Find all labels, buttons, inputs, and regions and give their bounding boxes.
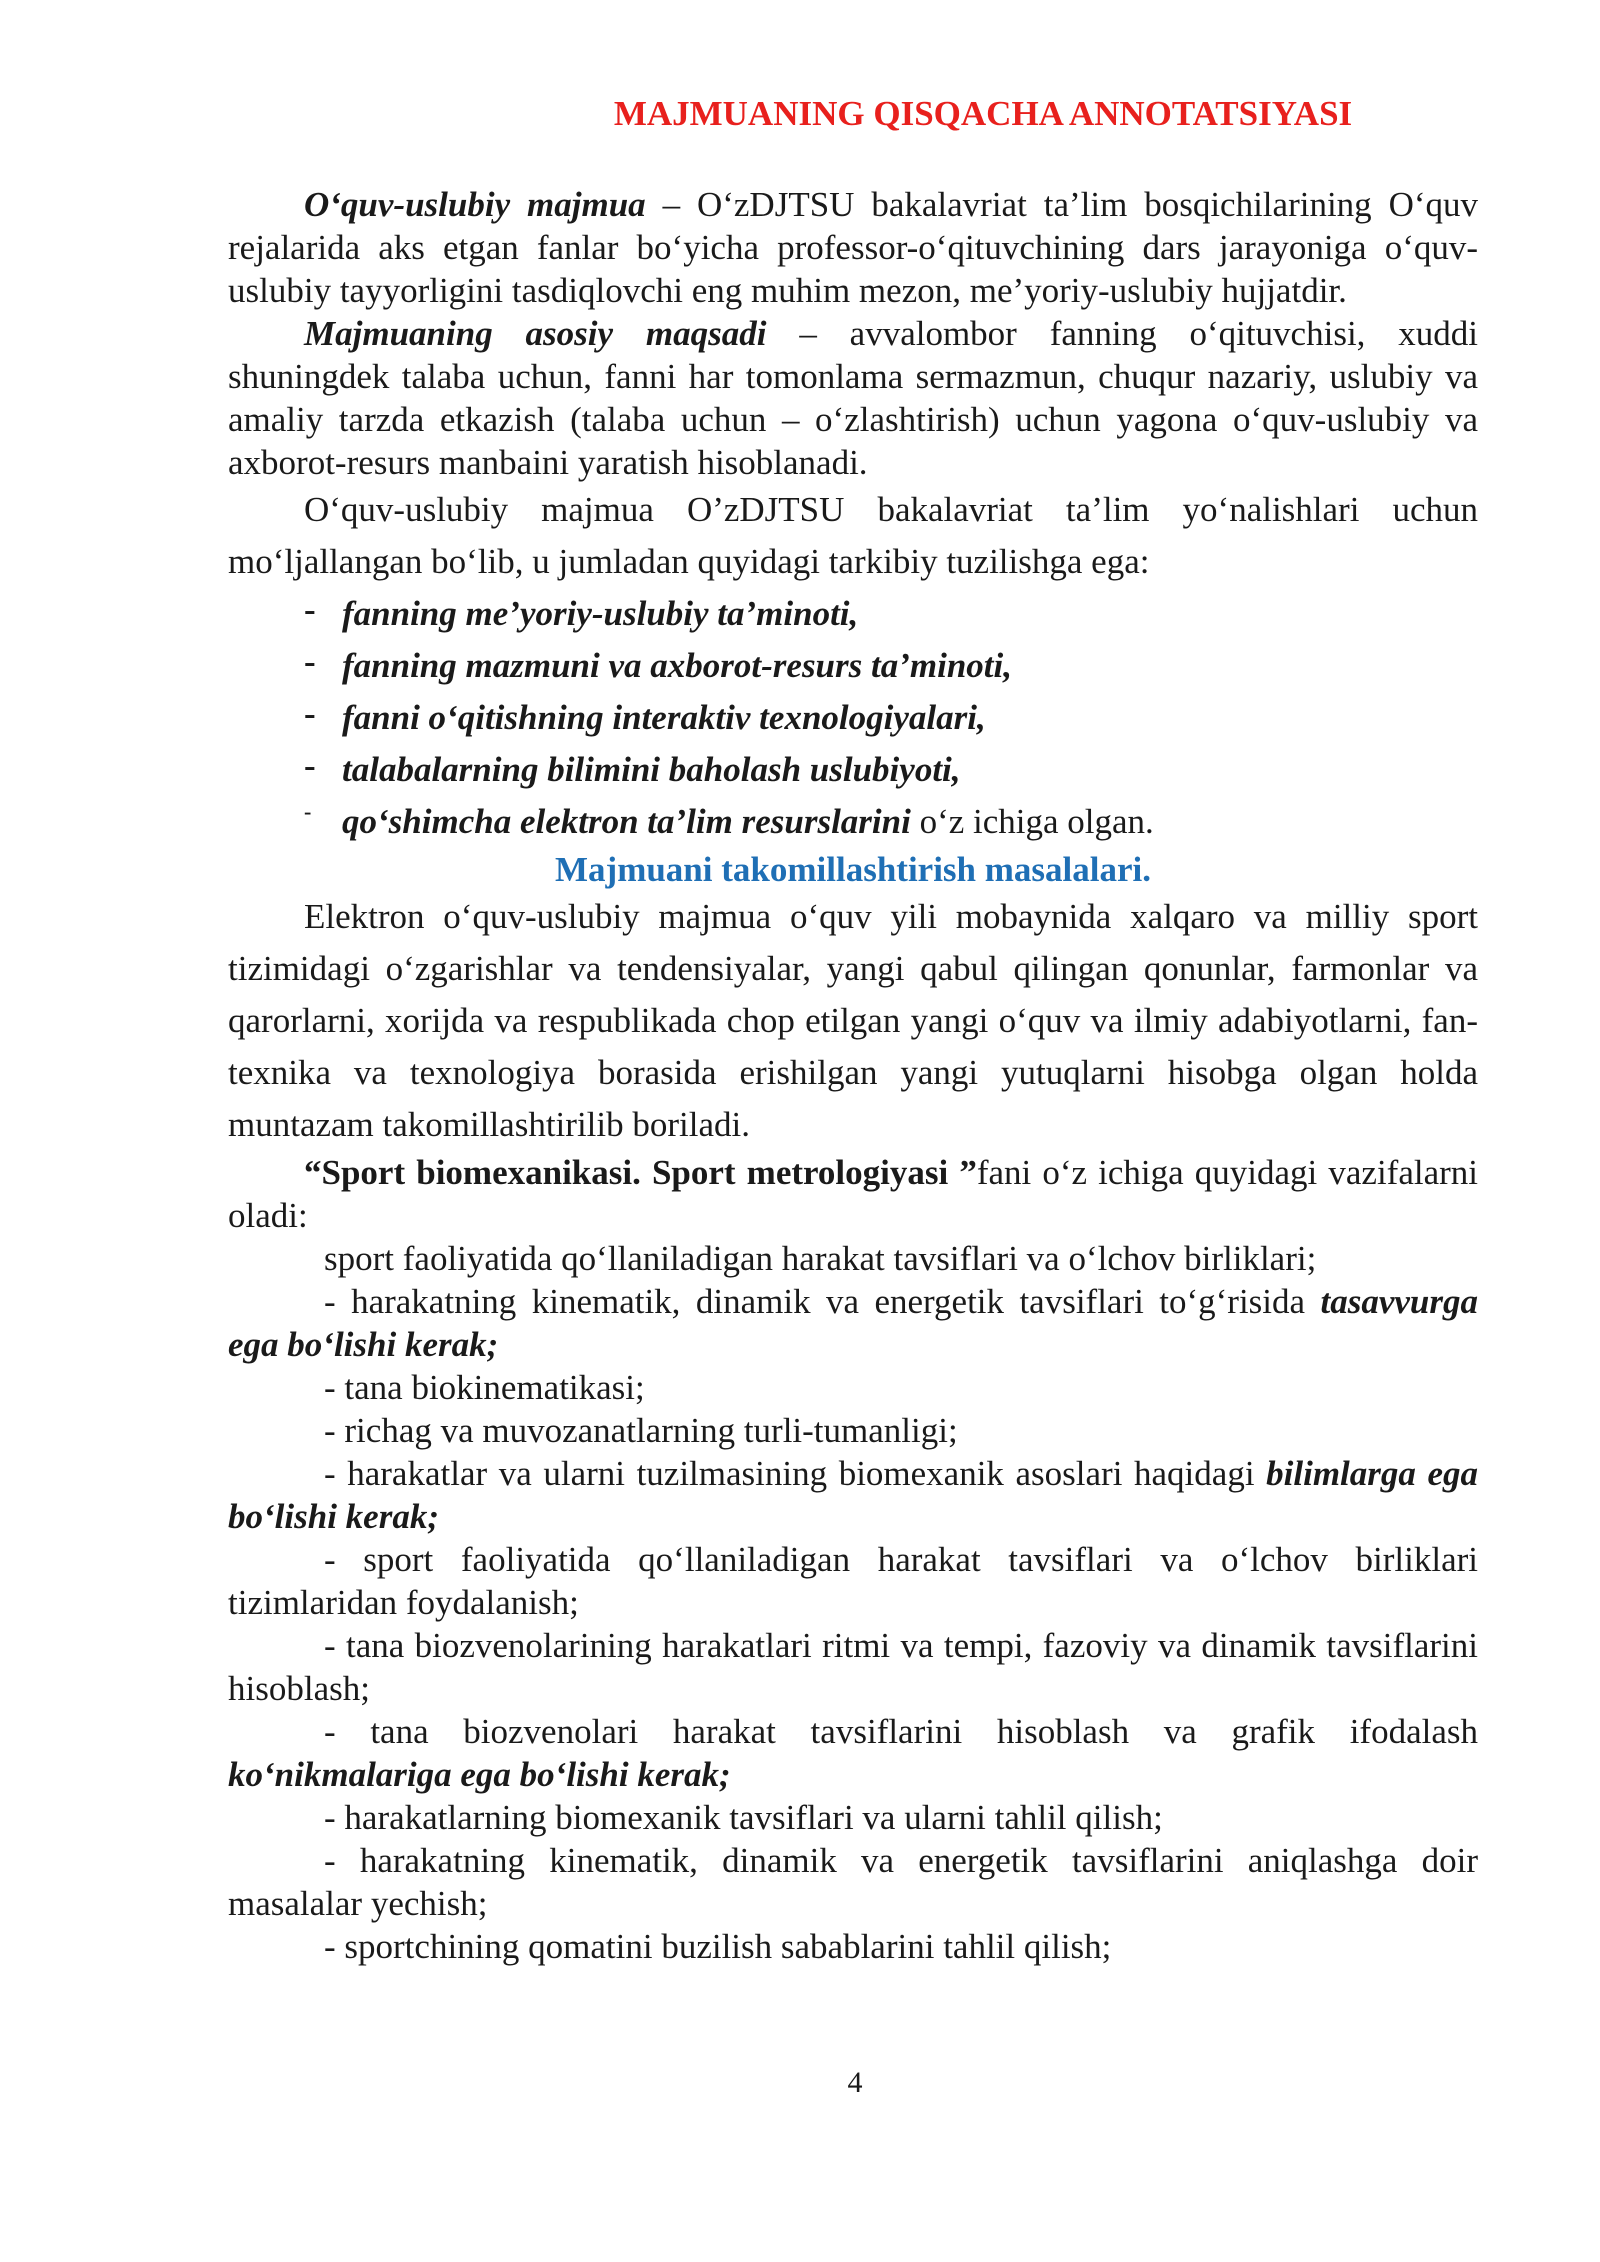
page-content	[228, 92, 1478, 1968]
structure-list	[228, 588, 1478, 848]
task-item	[228, 1452, 1478, 1538]
purpose-text: – avvalombor fanning o‘qituvchisi, xuddi shuningdek talaba uchun, fanni har tomonlama sermazmun, chuqur nazariy, uslubiy va amaliy tarzda etkazish (talaba uchun – o‘zlashtirish) uchun yagona o‘quv-uslubiy va axborot-resurs manbaini yaratish hisoblanadi.	[228, 314, 1478, 482]
task-text: - tana biozvenolarining harakatlari ritmi va tempi, fazoviy va dinamik tavsiflarini hisoblash;	[228, 1626, 1478, 1708]
term-oquv-uslubiy-majmua: O‘quv-uslubiy majmua	[304, 185, 646, 224]
task-emphasis: bilimlarga ega bo‘lishi kerak;	[228, 1454, 1479, 1536]
task-item	[228, 1796, 1478, 1839]
paragraph-structure: O‘quv-uslubiy majmua O’zDJTSU bakalavriat ta’lim yo‘nalishlari uchun mo‘ljallangan bo‘lib, u jumladan quyidagi tarkibiy tuzilishga ega:	[228, 490, 1478, 581]
task-item	[228, 1280, 1478, 1366]
dash-marker: -	[304, 590, 316, 629]
list-item	[228, 640, 1478, 692]
task-item	[228, 1710, 1478, 1796]
task-text: - sportchining qomatini buzilish sabablarini tahlil qilish;	[324, 1927, 1112, 1966]
paragraph-purpose	[228, 312, 1478, 484]
term-asosiy-maqsad: Majmuaning asosiy maqsadi	[304, 314, 767, 353]
task-text: - sport faoliyatida qo‘llaniladigan harakat tavsiflari va o‘lchov birliklari tizimlaridan foydalanish;	[228, 1540, 1478, 1622]
list-item-text: fanning mazmuni va axborot-resurs ta’minoti,	[342, 646, 1013, 685]
section-subtitle: Majmuani takomillashtirish masalalari.	[555, 850, 1151, 889]
task-text: - harakatlarning biomexanik tavsiflari va ularni tahlil qilish;	[324, 1798, 1163, 1837]
task-item	[228, 1366, 1478, 1409]
page-number: 4	[847, 2066, 863, 2099]
task-item	[228, 1409, 1478, 1452]
task-item	[228, 1624, 1478, 1710]
task-item	[228, 1839, 1478, 1925]
list-item	[228, 796, 1478, 848]
list-item-text: talabalarning bilimini baholash uslubiyoti,	[342, 750, 961, 789]
dash-marker: -	[304, 642, 316, 681]
definition-text: – O‘zDJTSU bakalavriat ta’lim bosqichilarining O‘quv rejalarida aks etgan fanlar bo‘yicha professor-o‘qituvchining dars jarayoniga o‘quv-uslubiy tayyorligini tasdiqlovchi eng muhim mezon, me’yoriy-uslubiy hujjatdir.	[228, 185, 1479, 310]
task-text: - harakatning kinematik, dinamik va energetik tavsiflarini aniqlashga doir masalalar yechish;	[228, 1841, 1478, 1923]
task-item	[228, 1538, 1478, 1624]
list-item-suffix: o‘z ichiga olgan.	[910, 802, 1154, 841]
page-title: MAJMUANING QISQACHA ANNOTATSIYASI	[613, 94, 1353, 133]
list-item	[228, 692, 1478, 744]
task-emphasis: ko‘nikmalariga ega bo‘lishi kerak;	[228, 1755, 731, 1794]
dash-marker: -	[304, 694, 316, 733]
task-text: - richag va muvozanatlarning turli-tumanligi;	[324, 1411, 958, 1450]
task-text: - harakatlar va ularni tuzilmasining biomexanik asoslari haqidagi	[324, 1454, 1267, 1493]
paragraph-definition	[228, 183, 1478, 312]
paragraph-improvement: Elektron o‘quv-uslubiy majmua o‘quv yili mobaynida xalqaro va milliy sport tizimidagi o‘zgarishlar va tendensiyalar, yangi qabul qilingan qonunlar, farmonlar va qarorlarni, xorijda va respublikada chop etilgan yangi o‘quv va ilmiy adabiyotlarni, fan-texnika va texnologiya borasida erishilgan yangi yutuqlarni hisobga olgan holda muntazam takomillashtirilib boriladi.	[228, 897, 1478, 1144]
task-text: sport faoliyatida qo‘llaniladigan harakat tavsiflari va o‘lchov birliklari;	[324, 1239, 1317, 1278]
list-item	[228, 744, 1478, 796]
task-item	[228, 1237, 1478, 1280]
task-emphasis: tasavvurga ega bo‘lishi kerak;	[228, 1282, 1478, 1364]
paragraph-course-tasks	[228, 1151, 1478, 1237]
dash-marker: -	[304, 799, 312, 824]
task-text: - tana biokinematikasi;	[324, 1368, 645, 1407]
list-item	[228, 588, 1478, 640]
task-text: - harakatning kinematik, dinamik va energetik tavsiflari to‘g‘risida	[324, 1282, 1321, 1321]
list-item-text: fanni o‘qitishning interaktiv texnologiyalari,	[342, 698, 986, 737]
list-item-text: fanning me’yoriy-uslubiy ta’minoti,	[342, 594, 859, 633]
task-text: - tana biozvenolari harakat tavsiflarini hisoblash va grafik ifodalash	[324, 1712, 1478, 1751]
dash-marker: -	[304, 746, 316, 785]
task-item	[228, 1925, 1478, 1968]
course-tasks-intro: fani o‘z ichiga quyidagi vazifalarni oladi:	[228, 1153, 1478, 1235]
list-item-text: qo‘shimcha elektron ta’lim resurslarini	[342, 802, 911, 841]
course-name: “Sport biomexanikasi. Sport metrologiyasi ”	[304, 1153, 977, 1192]
